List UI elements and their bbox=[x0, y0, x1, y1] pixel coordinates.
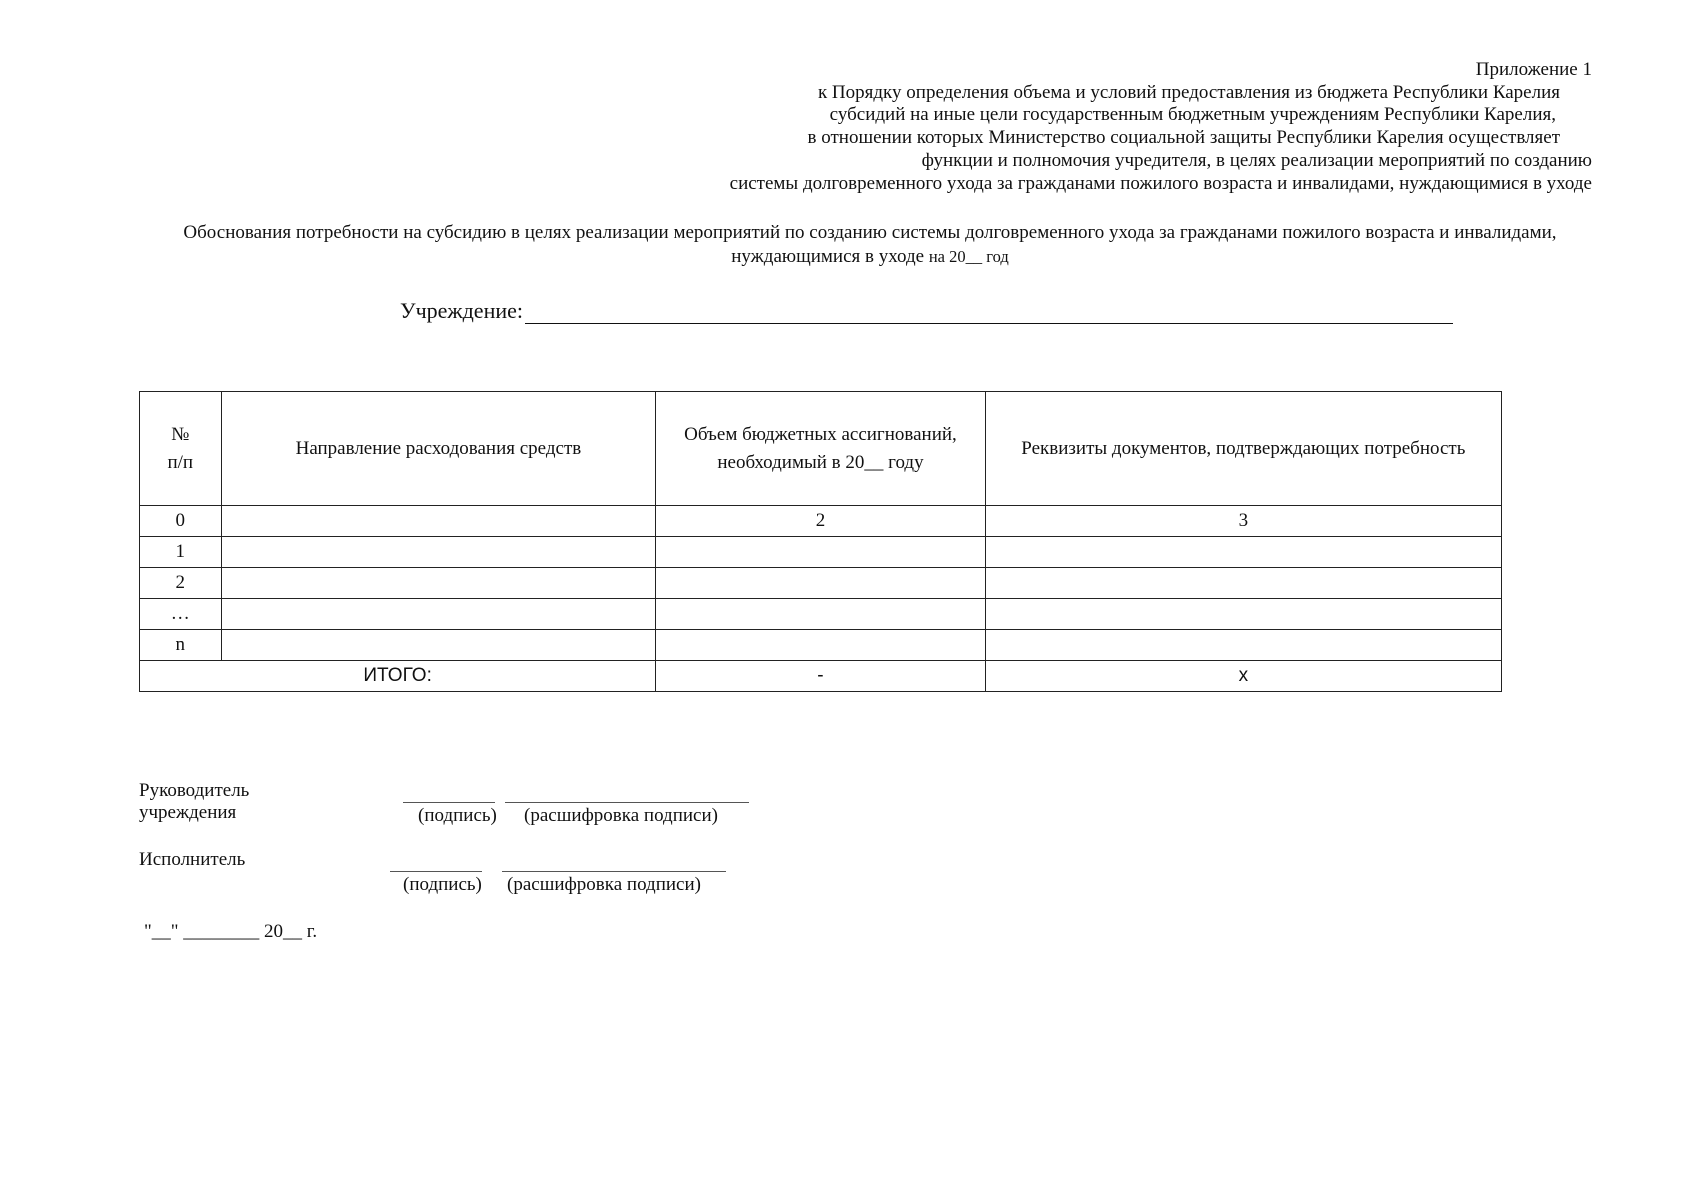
total-docs: х bbox=[985, 661, 1501, 692]
cell-volume bbox=[656, 630, 985, 661]
date-line: "__" ________ 20__ г. bbox=[144, 921, 318, 942]
appendix-line: субсидий на иные цели государственным бюджетным учреждениям Республики Карелия, bbox=[829, 104, 1556, 126]
head-sign-line bbox=[403, 801, 495, 803]
cell-direction bbox=[221, 630, 656, 661]
cell-num: 0 bbox=[140, 506, 222, 537]
head-label: Руководитель учреждения bbox=[139, 780, 250, 823]
cell-volume bbox=[656, 537, 985, 568]
executor-label: Исполнитель bbox=[139, 849, 246, 870]
institution-blank-line bbox=[525, 299, 1453, 324]
appendix-header bbox=[492, 59, 1592, 195]
needs-table bbox=[139, 391, 1502, 692]
institution-field bbox=[400, 298, 1453, 324]
table-row bbox=[140, 568, 1502, 599]
table-row bbox=[140, 599, 1502, 630]
cell-volume bbox=[656, 599, 985, 630]
total-label: ИТОГО: bbox=[140, 661, 656, 692]
executor-sign-line bbox=[390, 870, 482, 872]
institution-label: Учреждение: bbox=[400, 298, 523, 323]
header-volume: Объем бюджетных ассигнований, необходимый в 20__ году bbox=[656, 392, 985, 506]
appendix-line: в отношении которых Министерство социальной защиты Республики Карелия осуществляет bbox=[807, 127, 1560, 149]
cell-direction bbox=[221, 537, 656, 568]
cell-num: … bbox=[140, 599, 222, 630]
cell-num: 2 bbox=[140, 568, 222, 599]
cell-volume: 2 bbox=[656, 506, 985, 537]
title-main: Обоснования потребности на субсидию в целях реализации мероприятий по созданию системы долговременного ухода за гражданами пожилого возраста и инвалидами, нуждающимися в уходе bbox=[183, 222, 1557, 267]
cell-direction bbox=[221, 568, 656, 599]
head-sign-hint: (подпись) bbox=[418, 805, 497, 826]
cell-docs bbox=[985, 537, 1501, 568]
cell-num: n bbox=[140, 630, 222, 661]
executor-decode-line bbox=[502, 870, 726, 872]
head-decode-hint: (расшифровка подписи) bbox=[524, 805, 718, 826]
table-header-row bbox=[140, 392, 1502, 506]
cell-docs bbox=[985, 568, 1501, 599]
cell-num: 1 bbox=[140, 537, 222, 568]
appendix-line: функции и полномочия учредителя, в целях реализации мероприятий по созданию bbox=[921, 149, 1592, 171]
appendix-line: системы долговременного ухода за гражданами пожилого возраста и инвалидами, нуждающимися в уходе bbox=[729, 172, 1592, 194]
table-row bbox=[140, 506, 1502, 537]
table-row bbox=[140, 537, 1502, 568]
table-total-row bbox=[140, 661, 1502, 692]
executor-decode-hint: (расшифровка подписи) bbox=[507, 874, 701, 895]
cell-docs bbox=[985, 630, 1501, 661]
head-decode-line bbox=[505, 801, 749, 803]
title-year: на 20__ год bbox=[928, 247, 1009, 266]
cell-docs: 3 bbox=[985, 506, 1501, 537]
header-num: № п/п bbox=[140, 392, 222, 506]
cell-volume bbox=[656, 568, 985, 599]
cell-docs bbox=[985, 599, 1501, 630]
appendix-line: к Порядку определения объема и условий предоставления из бюджета Республики Карелия bbox=[817, 81, 1560, 103]
header-docs: Реквизиты документов, подтверждающих потребность bbox=[985, 392, 1501, 506]
header-direction: Направление расходования средств bbox=[221, 392, 656, 506]
table-row bbox=[140, 630, 1502, 661]
document-title bbox=[170, 221, 1570, 269]
executor-sign-hint: (подпись) bbox=[403, 874, 482, 895]
appendix-line: Приложение 1 bbox=[1475, 59, 1592, 80]
cell-direction bbox=[221, 506, 656, 537]
cell-direction bbox=[221, 599, 656, 630]
total-volume: - bbox=[656, 661, 985, 692]
